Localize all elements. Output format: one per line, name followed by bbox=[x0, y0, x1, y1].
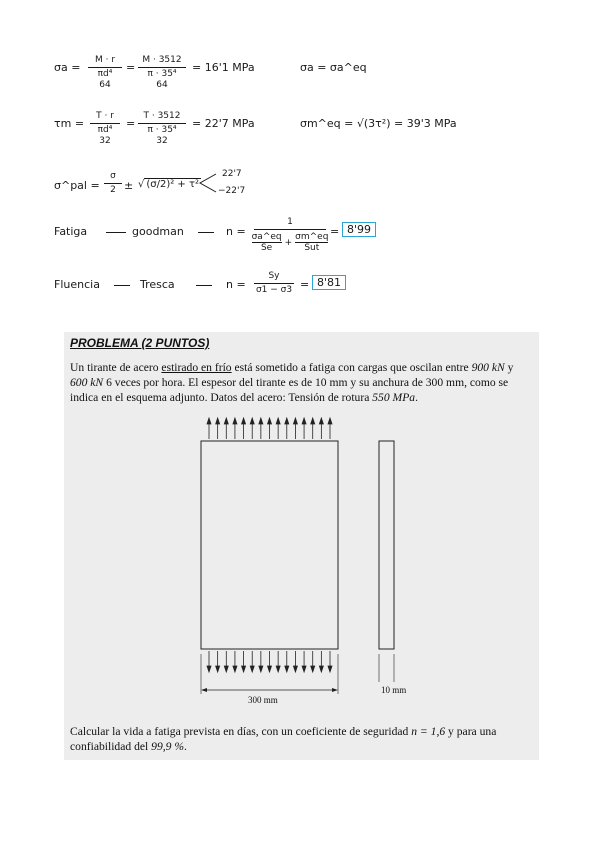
arrowhead bbox=[233, 666, 237, 672]
arrowhead bbox=[233, 418, 237, 424]
fraction-bending-numeric bbox=[138, 56, 186, 90]
fraction-denominator-divisor: 64 bbox=[99, 80, 111, 90]
arrowhead bbox=[328, 666, 332, 672]
fraction-denominator: 2 bbox=[110, 185, 116, 195]
equals-sign: = bbox=[330, 225, 340, 238]
sub-denominator: Se bbox=[260, 243, 273, 253]
arrowhead bbox=[311, 418, 315, 424]
fraction-torsion-formula bbox=[90, 112, 120, 146]
dimension-arrowhead bbox=[332, 688, 338, 692]
dash-separator bbox=[106, 232, 126, 233]
arrowhead bbox=[242, 418, 246, 424]
sigma-a-equivalent: σa = σa^eq bbox=[300, 61, 367, 74]
dimension-arrowhead bbox=[201, 688, 207, 692]
tau-m-label: τm = bbox=[54, 117, 85, 130]
arrowhead bbox=[207, 666, 211, 672]
fraction-torsion-numeric bbox=[138, 112, 186, 146]
sigma-a-label: σa = bbox=[54, 61, 81, 74]
sqrt-expression: √ (σ/2)² + τ² bbox=[138, 179, 200, 190]
arrowhead bbox=[259, 666, 263, 672]
dash-separator bbox=[198, 232, 214, 233]
goodman-label: goodman bbox=[132, 225, 184, 238]
goodman-fraction bbox=[251, 217, 329, 253]
question-text: y para una confiabilidad del bbox=[70, 725, 497, 753]
arrowhead bbox=[293, 666, 297, 672]
arrowhead bbox=[302, 666, 306, 672]
problem-panel bbox=[64, 332, 539, 760]
fraction-numerator: Sy bbox=[254, 272, 294, 284]
question-text: Calcular la vida a fatiga prevista en días, con un coeficiente de seguridad bbox=[70, 725, 412, 738]
upper-root-value: 22'7 bbox=[222, 169, 242, 179]
statement-text: y bbox=[504, 361, 514, 374]
fraction-numerator: M · r bbox=[88, 56, 122, 68]
lower-root-value: −22'7 bbox=[218, 186, 246, 196]
arrowhead bbox=[242, 666, 246, 672]
problem-title: PROBLEMA (2 PUNTOS) bbox=[70, 336, 210, 350]
dash-separator bbox=[196, 285, 212, 286]
dash-separator bbox=[114, 285, 130, 286]
arrowhead bbox=[268, 666, 272, 672]
top-load-arrows bbox=[207, 418, 332, 439]
question-text: . bbox=[184, 740, 187, 753]
arrowhead bbox=[276, 418, 280, 424]
safety-factor-value: n = 1,6 bbox=[411, 725, 446, 738]
arrowhead bbox=[259, 418, 263, 424]
load-min: 600 kN bbox=[70, 376, 104, 389]
statement-underlined: estirado en frío bbox=[161, 361, 232, 374]
fraction-numerator: σ bbox=[104, 172, 122, 184]
fatigue-result-box: 8'99 bbox=[342, 222, 376, 237]
fraction-denominator: π · 35⁴ bbox=[147, 125, 177, 135]
arrowhead bbox=[311, 666, 315, 672]
arrowhead bbox=[268, 418, 272, 424]
plus-minus-sign: ± bbox=[124, 179, 134, 192]
equals-sign: = bbox=[126, 61, 136, 74]
tie-rod-front-view bbox=[201, 441, 338, 649]
fraction-denominator-divisor: 64 bbox=[156, 80, 168, 90]
fraction-numerator: T · 3512 bbox=[138, 112, 186, 124]
sigma-m-equivalent: σm^eq = √(3τ²) = 39'3 MPa bbox=[300, 117, 457, 130]
arrowhead bbox=[302, 418, 306, 424]
width-dimension-label: 300 mm bbox=[248, 695, 278, 705]
statement-text: está sometido a fatiga con cargas que oscilan entre bbox=[231, 361, 472, 374]
fraction-numerator: M · 3512 bbox=[138, 56, 186, 68]
equals-sign: = bbox=[126, 117, 136, 130]
sigma-principal-label: σ^pal = bbox=[54, 179, 100, 192]
problem-question bbox=[70, 724, 532, 754]
plus-sign: + bbox=[284, 237, 293, 248]
fraction-numerator: 1 bbox=[254, 217, 326, 230]
arrowhead bbox=[216, 418, 220, 424]
fatigue-label: Fatiga bbox=[54, 225, 88, 238]
sub-denominator: Sut bbox=[304, 243, 320, 253]
thickness-dimension-label: 10 mm bbox=[381, 685, 407, 695]
arrowhead bbox=[250, 418, 254, 424]
fraction-denominator: σ1 − σ3 bbox=[255, 285, 293, 295]
yield-result-box: 8'81 bbox=[312, 275, 346, 290]
arrowhead bbox=[285, 666, 289, 672]
reliability-value: 99,9 % bbox=[151, 740, 184, 753]
arrowhead bbox=[224, 418, 228, 424]
arrowhead bbox=[293, 418, 297, 424]
ultimate-strength: 550 MPa bbox=[372, 391, 416, 404]
sub-fraction bbox=[252, 232, 282, 253]
fraction-numerator: T · r bbox=[90, 112, 120, 124]
statement-text: Un tirante de acero bbox=[70, 361, 162, 374]
arrowhead bbox=[319, 418, 323, 424]
tau-m-result: = 22'7 MPa bbox=[192, 117, 255, 130]
fraction-denominator bbox=[251, 230, 329, 253]
bottom-load-arrows bbox=[207, 651, 332, 672]
arrowhead bbox=[224, 666, 228, 672]
arrowhead bbox=[285, 418, 289, 424]
sigma-a-result: = 16'1 MPa bbox=[192, 61, 255, 74]
arrowhead bbox=[319, 666, 323, 672]
sub-numerator: σa^eq bbox=[251, 232, 282, 242]
tie-rod-side-view bbox=[379, 441, 394, 649]
arrowhead bbox=[328, 418, 332, 424]
sqrt-radicand: (σ/2)² + τ² bbox=[146, 179, 200, 190]
tie-rod-diagram bbox=[64, 332, 539, 760]
fraction-denominator: πd⁴ bbox=[97, 69, 113, 79]
yield-label: Fluencia bbox=[54, 278, 100, 291]
fraction-denominator-divisor: 32 bbox=[156, 136, 168, 146]
fraction-denominator-divisor: 32 bbox=[99, 136, 111, 146]
safety-factor-label: n = bbox=[226, 278, 246, 291]
arrowhead bbox=[207, 418, 211, 424]
statement-text: . bbox=[415, 391, 418, 404]
fraction-denominator: π · 35⁴ bbox=[147, 69, 177, 79]
arrowhead bbox=[250, 666, 254, 672]
safety-factor-label: n = bbox=[226, 225, 246, 238]
branch-bracket-icon bbox=[198, 172, 218, 194]
tresca-fraction bbox=[254, 272, 294, 295]
fraction-bending-formula bbox=[88, 56, 122, 90]
sub-numerator: σm^eq bbox=[295, 232, 329, 242]
sub-fraction bbox=[295, 232, 328, 253]
fraction-denominator: πd⁴ bbox=[97, 125, 113, 135]
tresca-label: Tresca bbox=[140, 278, 175, 291]
arrowhead bbox=[216, 666, 220, 672]
statement-text: 6 veces por hora. El espesor del tirante es de 10 mm y su anchura de 300 mm, como se indica en el esquema adjunto. Datos del acero: Tensión de rotura bbox=[70, 376, 509, 404]
load-max: 900 kN bbox=[471, 361, 505, 374]
fraction-sigma-half bbox=[104, 172, 122, 195]
equals-sign: = bbox=[300, 278, 310, 291]
arrowhead bbox=[276, 666, 280, 672]
